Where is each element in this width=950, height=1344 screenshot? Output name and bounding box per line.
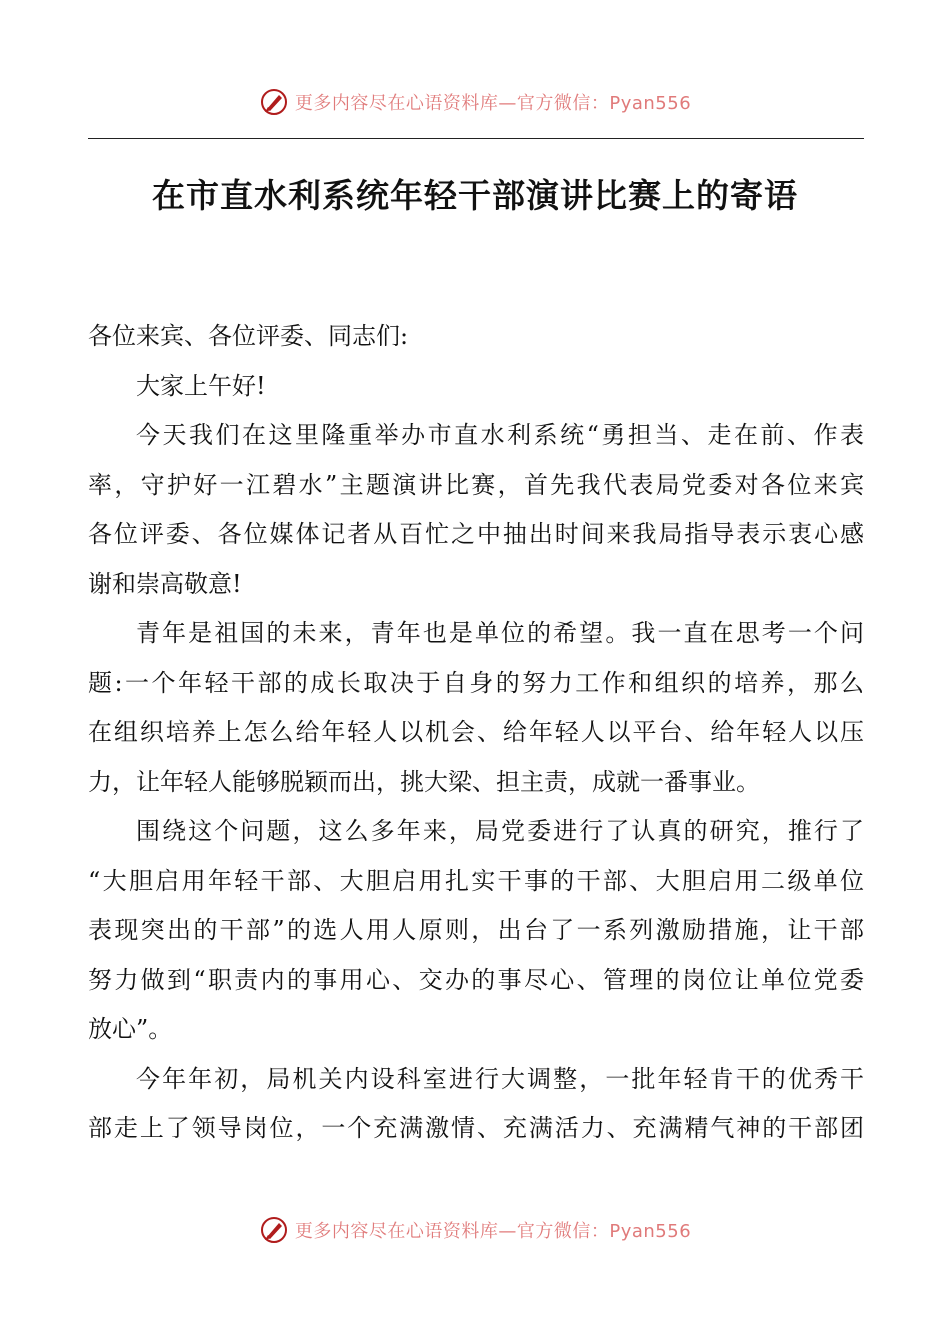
pen-logo-icon xyxy=(259,87,289,117)
paragraph-line: 在组织培养上怎么给年轻人以机会、给年轻人以平台、给年轻人以压 xyxy=(88,718,864,746)
paragraph-line: 表现突出的干部”的选人用人原则，出台了一系列激励措施，让干部 xyxy=(88,916,864,944)
paragraph-line: 谢和崇高敬意! xyxy=(88,569,242,598)
document-title: 在市直水利系统年轻干部演讲比赛上的寄语 xyxy=(152,176,798,215)
paragraph-line: 各位评委、各位媒体记者从百忙之中抽出时间来我局指导表示衷心感 xyxy=(88,520,864,548)
paragraph-line: 围绕这个问题，这么多年来，局党委进行了认真的研究，推行了 xyxy=(136,817,864,845)
paragraph-line: 青年是祖国的未来，青年也是单位的希望。我一直在思考一个问 xyxy=(136,619,864,647)
footer-banner-text: 更多内容尽在心语资料库—官方微信：Pyan556 xyxy=(294,1221,692,1242)
salutation-line: 各位来宾、各位评委、同志们: xyxy=(88,322,409,350)
paragraph-line: “大胆启用年轻干部、大胆启用扎实干事的干部、大胆启用二级单位 xyxy=(88,866,864,895)
paragraph-line: 题:一个年轻干部的成长取决于自身的努力工作和组织的培养，那么 xyxy=(88,668,864,697)
paragraph-line: 率，守护好一江碧水”主题演讲比赛，首先我代表局党委对各位来宾 xyxy=(88,470,864,499)
header-divider xyxy=(88,138,864,139)
paragraph-line: 部走上了领导岗位，一个充满激情、充满活力、充满精气神的干部团 xyxy=(88,1114,864,1142)
footer-watermark xyxy=(0,1212,950,1248)
paragraph-line: 今天我们在这里隆重举办市直水利系统“勇担当、走在前、作表 xyxy=(136,421,864,449)
paragraph-line: 努力做到“职责内的事用心、交办的事尽心、管理的岗位让单位党委 xyxy=(88,965,864,994)
header-banner-text: 更多内容尽在心语资料库—官方微信：Pyan556 xyxy=(294,93,692,114)
header-watermark xyxy=(0,84,950,120)
pen-logo-icon xyxy=(259,1215,289,1245)
paragraph-line: 力，让年轻人能够脱颖而出，挑大梁、担主责，成就一番事业。 xyxy=(88,767,760,796)
paragraph-line: 今年年初，局机关内设科室进行大调整，一批年轻肯干的优秀干 xyxy=(136,1064,864,1093)
document-body xyxy=(88,312,864,1154)
paragraph-line: 放心”。 xyxy=(88,1015,173,1043)
greeting-line: 大家上午好! xyxy=(136,371,266,400)
